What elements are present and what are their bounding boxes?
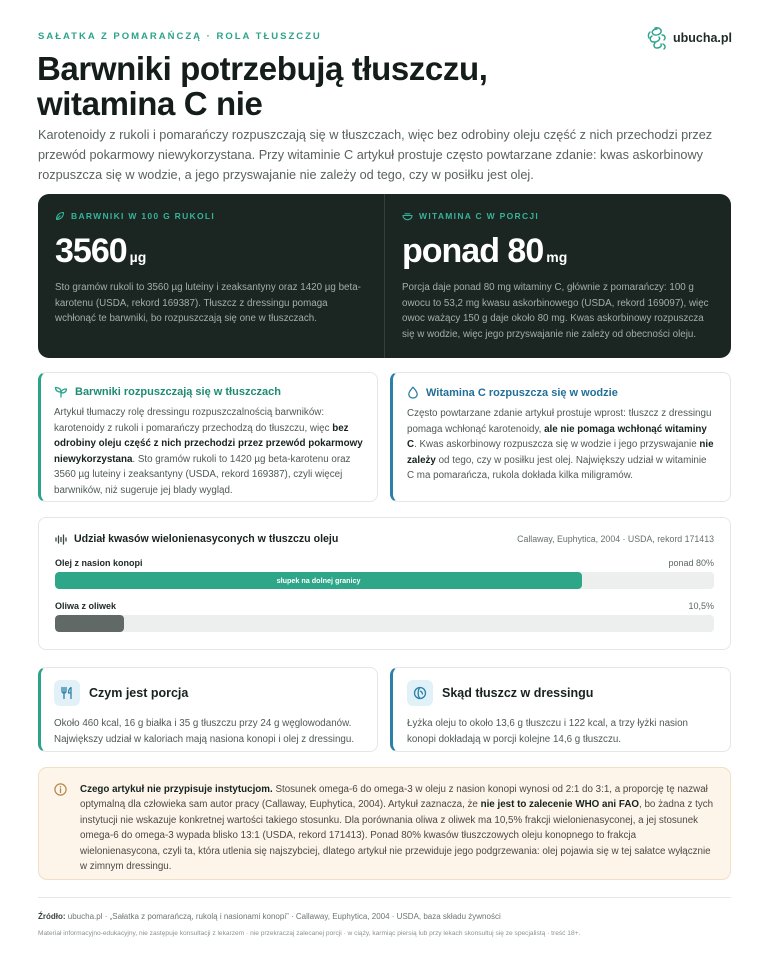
kicker: SAŁATKA Z POMARAŃCZĄ · ROLA TŁUSZCZU bbox=[38, 31, 322, 42]
card-text: Około 460 kcal, 16 g białka i 35 g tłuszczu przy 24 g węglowodanów. Największy udział w kaloriach mają nasiona konopi i olej z dressingu. bbox=[54, 718, 355, 745]
card-title: Czym jest porcja bbox=[89, 686, 189, 700]
card-portion bbox=[38, 667, 378, 752]
bar-category-label: Olej z nasion konopi bbox=[55, 558, 143, 568]
chart-bars bbox=[55, 558, 714, 632]
lead-paragraph: Karotenoidy z rukoli i pomarańczy rozpuszczają się w tłuszczach, więc bez odrobiny oleju część z nich przechodzi przez przewód pokarmowy niewykorzystana. Przy witaminie C artykuł prostuje często powtarzane zdanie: kwas askorbinowy rozpuszcza się w wodzie, a jego przyswajanie nie zależy od tego, czy w posiłku jest olej. bbox=[38, 128, 713, 182]
card-text: Łyżka oleju to około 13,6 g tłuszczu i 122 kcal, a trzy łyżki nasion konopi dokładają w porcji kolejne 14,6 g tłuszczu. bbox=[407, 718, 688, 745]
bar-value-label: ponad 80% bbox=[668, 558, 714, 568]
card-title: Skąd tłuszcz w dressingu bbox=[442, 686, 594, 700]
footer-divider bbox=[38, 897, 731, 898]
water-drop-icon bbox=[407, 386, 419, 399]
card-fat-source bbox=[390, 667, 731, 752]
footer-source: Źródło: ubucha.pl · „Sałatka z pomarańczą, rukolą i nasionami konopi” · Callaway, Euphytica, 2004 · USDA, baza składu żywności bbox=[38, 912, 501, 921]
note-box bbox=[38, 767, 731, 880]
logo-text: ubucha.pl bbox=[672, 31, 732, 45]
stat-pigments bbox=[38, 194, 384, 358]
stat-vitamin-c bbox=[384, 194, 731, 358]
footer-disclaimer: Materiał informacyjno-edukacyjny, nie zastępuje konsultacji z lekarzem · nie przekraczaj zalecanej porcji · w ciąży, karmiąc piersią lub przy lekach skonsultuj się ze specjalistą · treść 18+. bbox=[38, 930, 581, 937]
card-title: Witamina C rozpuszcza się w wodzie bbox=[426, 386, 618, 399]
bar-row bbox=[55, 558, 714, 589]
chart-source: Callaway, Euphytica, 2004 · USDA, rekord 171413 bbox=[517, 534, 714, 544]
stat-description: Sto gramów rukoli to 3560 µg luteiny i zeaksantyny oraz 1420 µg beta-karotenu (USDA, rekord 169387). Tłuszcz z dressingu pomaga wchłonąć te barwniki, bo rozpuszczają się one w tłuszczach. bbox=[55, 282, 361, 325]
bar-row bbox=[55, 601, 714, 632]
card-vitamin-c bbox=[390, 372, 731, 502]
bar bbox=[55, 615, 124, 632]
chart-title: Udział kwasów wielonienasyconych w tłuszczu oleju bbox=[74, 533, 339, 545]
card-text: Często powtarzane zdanie artykuł prostuje wprost: tłuszcz z dressingu pomaga wchłonąć karotenoidy, ale nie pomaga wchłonąć witaminy C. Kwas askorbinowy rozpuszcza się w wodzie i jego przyswajanie nie zależy od tego, czy w posiłku jest olej. Największy udział w witaminie C ma pomarańcza, rukola dokłada kilka miligramów. bbox=[407, 408, 714, 482]
bar-category-label: Oliwa z oliwek bbox=[55, 601, 117, 611]
chart-card bbox=[38, 517, 731, 650]
bar-value-label: 10,5% bbox=[688, 601, 714, 611]
bar-track bbox=[55, 615, 714, 632]
stat-value: ponad 80 mg bbox=[402, 232, 568, 270]
bar-track bbox=[55, 572, 714, 589]
site-logo[interactable] bbox=[646, 26, 732, 50]
kombucha-logo-icon bbox=[646, 26, 668, 50]
info-icon bbox=[54, 783, 67, 796]
leaf-icon bbox=[55, 211, 65, 221]
bar bbox=[55, 572, 582, 589]
bars-icon bbox=[55, 534, 67, 545]
stat-label: BARWNIKI W 100 G RUKOLI bbox=[71, 211, 216, 221]
stat-description: Porcja daje ponad 80 mg witaminy C, głównie z pomarańczy: 100 g owocu to 53,2 mg kwasu askorbinowego (USDA, rekord 169097), więc owoc ważący 150 g daje około 80 mg. Kwas askorbinowy rozpuszcza się w wodzie, więc jego przyswajanie nie zależy od obecności oleju. bbox=[402, 282, 709, 340]
stat-label: WITAMINA C W PORCJI bbox=[419, 211, 540, 221]
note-text: Czego artykuł nie przypisuje instytucjom. Stosunek omega-6 do omega-3 w oleju z nasion konopi wynosi od 2:1 do 3:1, a proporcję tę nazwał optymalną dla człowieka sam autor pracy (Callaway, Euphytica, 2004). Artykuł zaznacza, że nie jest to zalecenie WHO ani FAO, bo żadna z tych instytucji nie wskazuje konkretnej wartości takiego stosunku. Dla porównania oliwa z oliwek ma 10,5% frakcji wielonienasyconej, a jej stosunek omega-6 do omega-3 wypada blisko 13:1 (USDA, rekord 171413). Ponad 80% kwasów tłuszczowych oleju konopnego to frakcja wielonienasycona, czyli ta, która utlenia się najszybciej, dlatego artykuł nie przewiduje jego podgrzewania: olej pojawia się w tej sałatce wyłącznie w zimnym dressingu. bbox=[80, 784, 714, 873]
cutlery-icon bbox=[60, 686, 74, 700]
bowl-icon bbox=[402, 211, 413, 221]
card-pigments bbox=[38, 372, 378, 502]
sprout-icon bbox=[54, 386, 68, 398]
seed-icon bbox=[413, 686, 427, 700]
card-text: Artykuł tłumaczy rolę dressingu rozpuszczalnością barwników: karotenoidy z rukoli i pomarańczy przechodzą do tłuszczu, więc bez odrobiny oleju część z nich przechodzi przez przewód pokarmowy niewykorzystana. Sto gramów rukoli to 1420 µg beta-karotenu oraz 3560 µg luteiny i zeaksantyny (USDA, rekord 169387), czyli więcej barwników, niż sugeruje jej blady wygląd. bbox=[54, 407, 363, 496]
stat-value: 3560 µg bbox=[55, 232, 147, 270]
card-title: Barwniki rozpuszczają się w tłuszczach bbox=[75, 386, 282, 398]
bar-annotation: słupek na dolnej granicy bbox=[276, 576, 361, 585]
page-title: Barwniki potrzebują tłuszczu, witamina C nie bbox=[37, 50, 488, 122]
stats-panel bbox=[38, 194, 731, 358]
